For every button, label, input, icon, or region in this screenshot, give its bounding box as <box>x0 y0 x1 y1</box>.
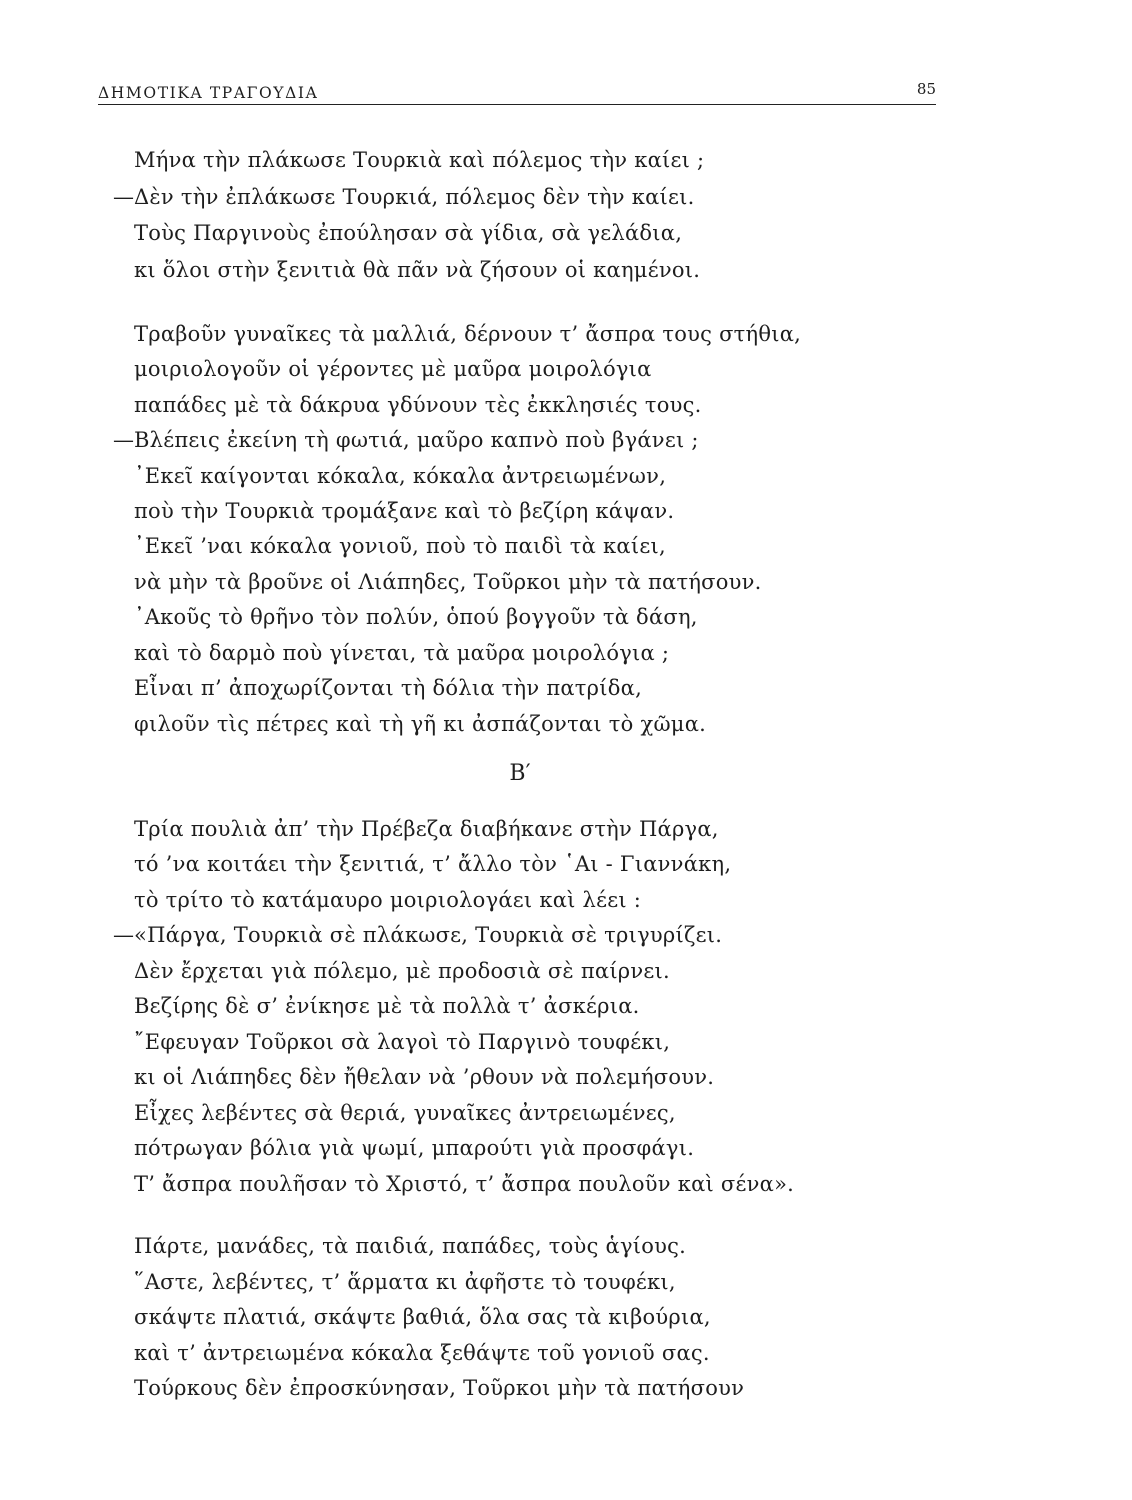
verse-line: καὶ τὸ δαρμὸ ποὺ γίνεται, τὰ μαῦρα μοιρολόγια ; <box>134 641 670 665</box>
verse-line: «Πάργα, Τουρκιὰ σὲ πλάκωσε, Τουρκιὰ σὲ τριγυρίζει. <box>134 923 723 947</box>
verse-line: Εἶχες λεβέντες σὰ θεριά, γυναῖκες ἀντρειωμένες, <box>134 1101 676 1125</box>
verse-line: κι οἱ Λιάπηδες δὲν ἤθελαν νὰ ’ρθουν νὰ πολεμήσουν. <box>134 1065 715 1089</box>
verse-line: πότρωγαν βόλια γιὰ ψωμί, μπαρούτι γιὰ προσφάγι. <box>134 1136 695 1160</box>
verse-line: Τούρκους δὲν ἐπροσκύνησαν, Τοῦρκοι μὴν τὰ πατήσουν <box>134 1376 745 1400</box>
verse-line: ῞Αστε, λεβέντες, τ’ ἅρματα κι ἀφῆστε τὸ τουφέκι, <box>134 1270 676 1294</box>
verse-line: Μήνα τὴν πλάκωσε Τουρκιὰ καὶ πόλεμος τὴν καίει ; <box>134 148 705 172</box>
speaker-dash: — <box>113 185 134 209</box>
verse-line: Βεζίρης δὲ σ’ ἐνίκησε μὲ τὰ πολλὰ τ’ ἀσκέρια. <box>134 994 640 1018</box>
verse-line: μοιριολογοῦν οἱ γέροντες μὲ μαῦρα μοιρολόγια <box>134 357 652 381</box>
verse-line: τὸ τρίτο τὸ κατάμαυρο μοιριολογάει καὶ λέει : <box>134 888 642 912</box>
verse-line: Τρία πουλιὰ ἀπ’ τὴν Πρέβεζα διαβήκανε στὴν Πάργα, <box>134 817 719 841</box>
section-heading: Β′ <box>509 761 531 786</box>
verse-line: σκάψτε πλατιά, σκάψτε βαθιά, ὅλα σας τὰ κιβούρια, <box>134 1305 711 1329</box>
verse-line: φιλοῦν τὶς πέτρες καὶ τὴ γῆ κι ἀσπάζονται τὸ χῶμα. <box>134 712 707 736</box>
verse-line: Εἶναι π’ ἀποχωρίζονται τὴ δόλια τὴν πατρίδα, <box>134 676 643 700</box>
verse-line: τό ’να κοιτάει τὴν ξενιτιά, τ’ ἄλλο τὸν ῾Αι - Γιαννάκη, <box>134 852 732 876</box>
verse-line: ᾿Εκεῖ καίγονται κόκαλα, κόκαλα ἀντρειωμένων, <box>134 464 667 488</box>
verse-line: ᾿Εκεῖ ’ναι κόκαλα γονιοῦ, ποὺ τὸ παιδὶ τὰ καίει, <box>134 534 666 558</box>
verse-line: ᾿Ακοῦς τὸ θρῆνο τὸν πολύν, ὁπού βογγοῦν τὰ δάση, <box>134 605 698 629</box>
verse-line: Βλέπεις ἐκείνη τὴ φωτιά, μαῦρο καπνὸ ποὺ βγάνει ; <box>134 428 699 452</box>
verse-line: κι ὅλοι στὴν ξενιτιὰ θὰ πᾶν νὰ ζήσουν οἱ καημένοι. <box>134 258 701 282</box>
verse-line: Δὲν τὴν ἐπλάκωσε Τουρκιά, πόλεμος δὲν τὴν καίει. <box>134 185 695 209</box>
verse-line: Τοὺς Παργινοὺς ἐπούλησαν σὰ γίδια, σὰ γελάδια, <box>134 221 683 245</box>
verse-line: Πάρτε, μανάδες, τὰ παιδιά, παπάδες, τοὺς ἁγίους. <box>134 1234 687 1258</box>
running-head <box>98 80 936 105</box>
verse-line: Τ’ ἄσπρα πουλῆσαν τὸ Χριστό, τ’ ἄσπρα πουλοῦν καὶ σένα». <box>134 1172 795 1196</box>
speaker-dash: — <box>113 923 134 947</box>
verse-line: καὶ τ’ ἀντρειωμένα κόκαλα ξεθάψτε τοῦ γονιοῦ σας. <box>134 1341 710 1365</box>
verse-line: νὰ μὴν τὰ βροῦνε οἱ Λιάπηδες, Τοῦρκοι μὴν τὰ πατήσουν. <box>134 570 762 594</box>
verse-line: ποὺ τὴν Τουρκιὰ τρομάξανε καὶ τὸ βεζίρη κάψαν. <box>134 499 675 523</box>
speaker-dash: — <box>113 428 134 452</box>
running-title: ΔΗΜΟΤΙΚΑ ΤΡΑΓΟΥΔΙΑ <box>98 84 319 102</box>
verse-line: παπάδες μὲ τὰ δάκρυα γδύνουν τὲς ἐκκλησιές τους. <box>134 393 702 417</box>
verse-line: ῎Εφευγαν Τοῦρκοι σὰ λαγοὶ τὸ Παργινὸ τουφέκι, <box>134 1030 671 1054</box>
page-number: 85 <box>916 80 936 98</box>
verse-line: Τραβοῦν γυναῖκες τὰ μαλλιά, δέρνουν τ’ ἄσπρα τους στήθια, <box>134 322 802 346</box>
verse-line: Δὲν ἔρχεται γιὰ πόλεμο, μὲ προδοσιὰ σὲ παίρνει. <box>134 959 670 983</box>
